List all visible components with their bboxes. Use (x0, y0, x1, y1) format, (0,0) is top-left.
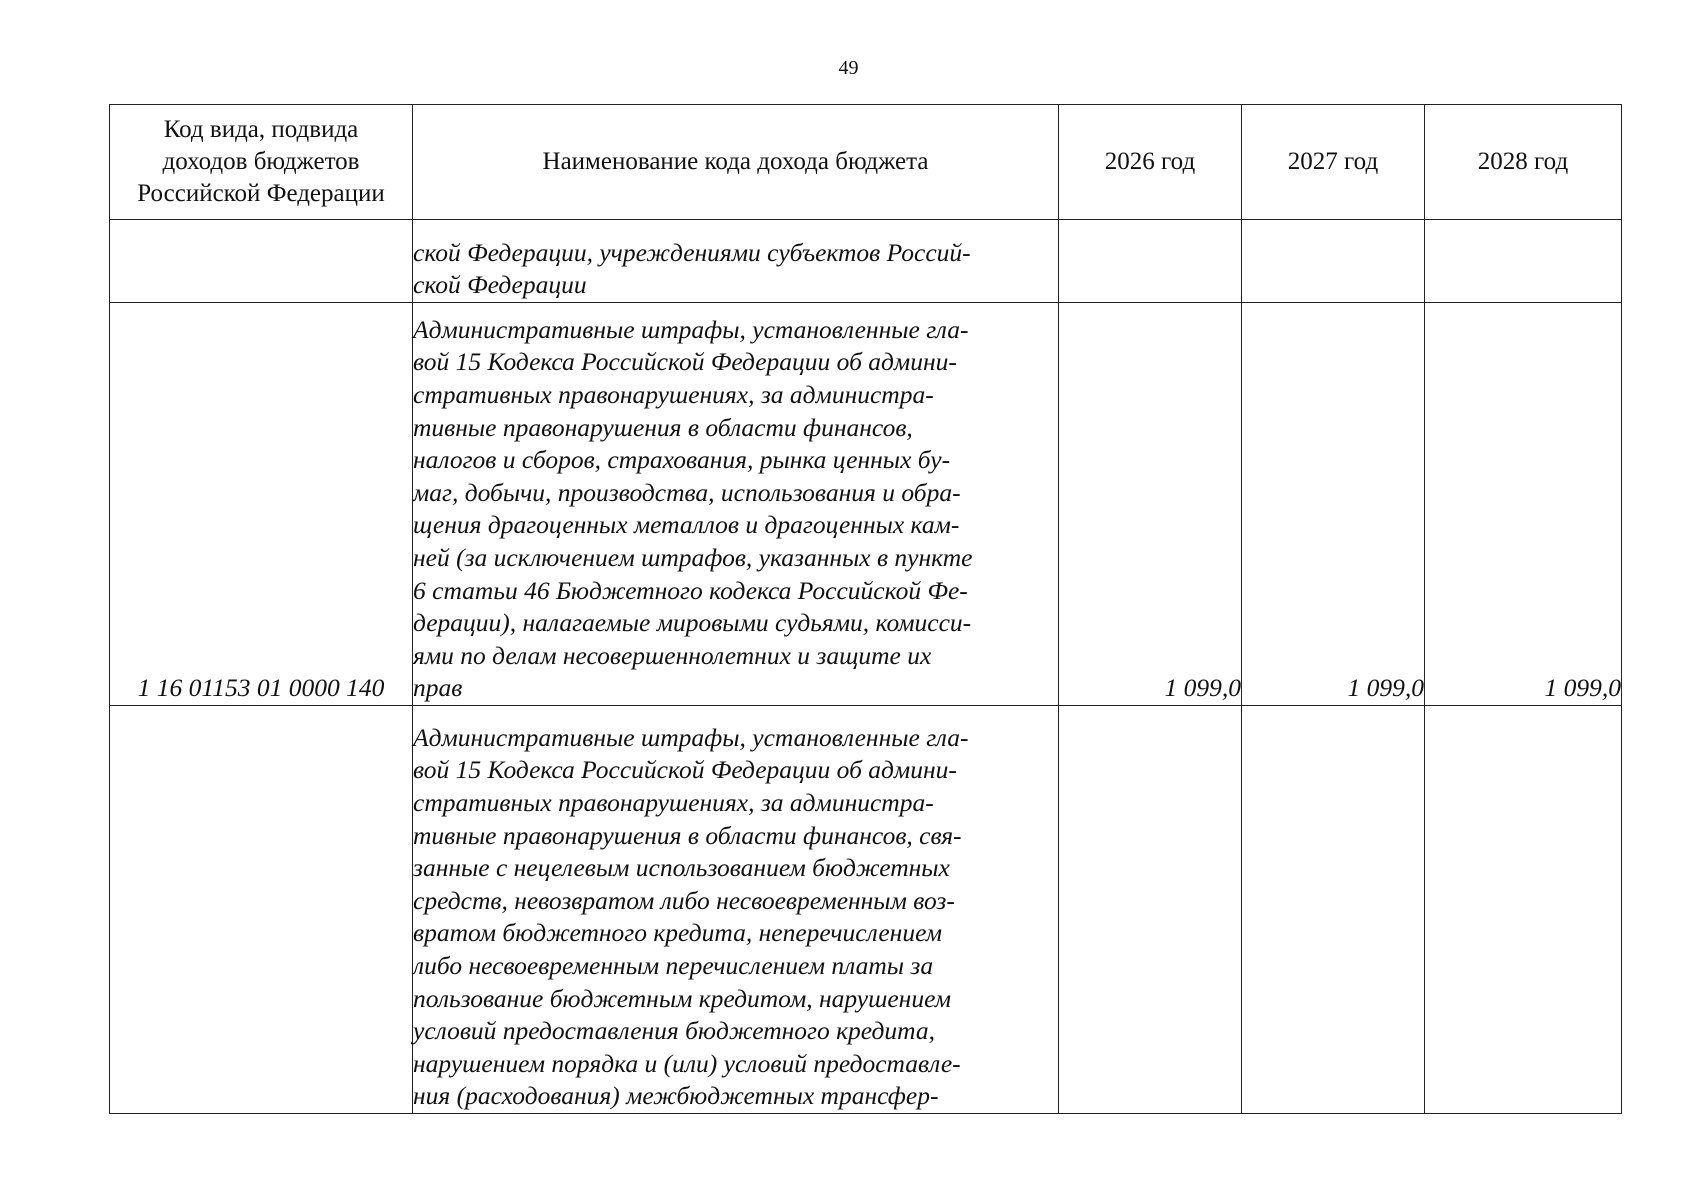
row-amount-2026 (1059, 706, 1242, 1114)
row-name (413, 303, 1059, 706)
row-name-line: Административные штрафы, установленные гла- (413, 314, 969, 344)
row-amount-2027 (1242, 220, 1425, 303)
row-name-line: условий предоставления бюджетного кредита, (413, 1016, 935, 1046)
header-code-line: Код вида, подвида (163, 116, 359, 143)
row-name-line: дерации), налагаемые мировыми судьями, комисси- (413, 608, 972, 638)
row-name-line: либо несвоевременным перечислением платы за (413, 951, 934, 981)
table-header-row (110, 105, 1622, 220)
row-name-line: нарушением порядка и (или) условий предоставле- (413, 1048, 961, 1078)
table-row (110, 303, 1622, 706)
row-name-line: стративных правонарушениях, за администра- (413, 788, 934, 818)
row-amount-2026: 1 099,0 (1059, 303, 1242, 706)
row-name-line: тивные правонарушения в области финансов, (413, 412, 913, 442)
budget-revenue-table (109, 104, 1622, 1114)
row-name-line: вратом бюджетного кредита, неперечислением (413, 918, 943, 948)
row-name-line: занные с нецелевым использованием бюджетных (413, 853, 950, 883)
row-name-line: вой 15 Кодекса Российской Федерации об админи- (413, 347, 957, 377)
row-name-line: 6 статьи 46 Бюджетного кодекса Российской Фе- (413, 575, 968, 605)
header-code (110, 105, 413, 220)
row-amount-2027 (1242, 706, 1425, 1114)
header-year-2027: 2027 год (1242, 105, 1425, 220)
row-name-line: вой 15 Кодекса Российской Федерации об админи- (413, 755, 957, 785)
row-name (413, 220, 1059, 303)
row-name-line: Административные штрафы, установленные гла- (413, 722, 969, 752)
row-name-line: ями по делам несовершеннолетних и защите их (413, 640, 932, 670)
header-name: Наименование кода дохода бюджета (413, 105, 1059, 220)
row-name-line: тивные правонарушения в области финансов, свя- (413, 820, 962, 850)
row-amount-2028: 1 099,0 (1425, 303, 1622, 706)
row-name-line: пользование бюджетным кредитом, нарушением (413, 983, 952, 1013)
table-row (110, 220, 1622, 303)
row-name-line: налогов и сборов, страхования, рынка ценных бу- (413, 445, 951, 475)
row-name-line: щения драгоценных металлов и драгоценных кам- (413, 510, 960, 540)
row-name-line: стративных правонарушениях, за администра- (413, 380, 934, 410)
row-name-line: ния (расходования) межбюджетных трансфер- (413, 1081, 939, 1111)
header-year-2028: 2028 год (1425, 105, 1622, 220)
row-code (110, 706, 413, 1114)
header-code-line: доходов бюджетов (162, 148, 360, 175)
row-name-line: маг, добычи, производства, использования и обра- (413, 477, 961, 507)
row-code: 1 16 01153 01 0000 140 (110, 303, 413, 706)
row-amount-2027: 1 099,0 (1242, 303, 1425, 706)
row-code (110, 220, 413, 303)
header-code-line: Российской Федерации (137, 180, 385, 207)
row-name-line: прав (413, 673, 463, 703)
row-name-line: ской Федерации (413, 270, 587, 300)
row-name (413, 706, 1059, 1114)
row-name-line: ской Федерации, учреждениями субъектов Россий- (413, 237, 971, 267)
row-name-line: ней (за исключением штрафов, указанных в пункте (413, 543, 973, 573)
row-name-line: средств, невозвратом либо несвоевременным воз- (413, 885, 955, 915)
row-amount-2028 (1425, 706, 1622, 1114)
table-row (110, 706, 1622, 1114)
header-year-2026: 2026 год (1059, 105, 1242, 220)
row-amount-2026 (1059, 220, 1242, 303)
row-amount-2028 (1425, 220, 1622, 303)
page-number: 49 (838, 57, 859, 79)
